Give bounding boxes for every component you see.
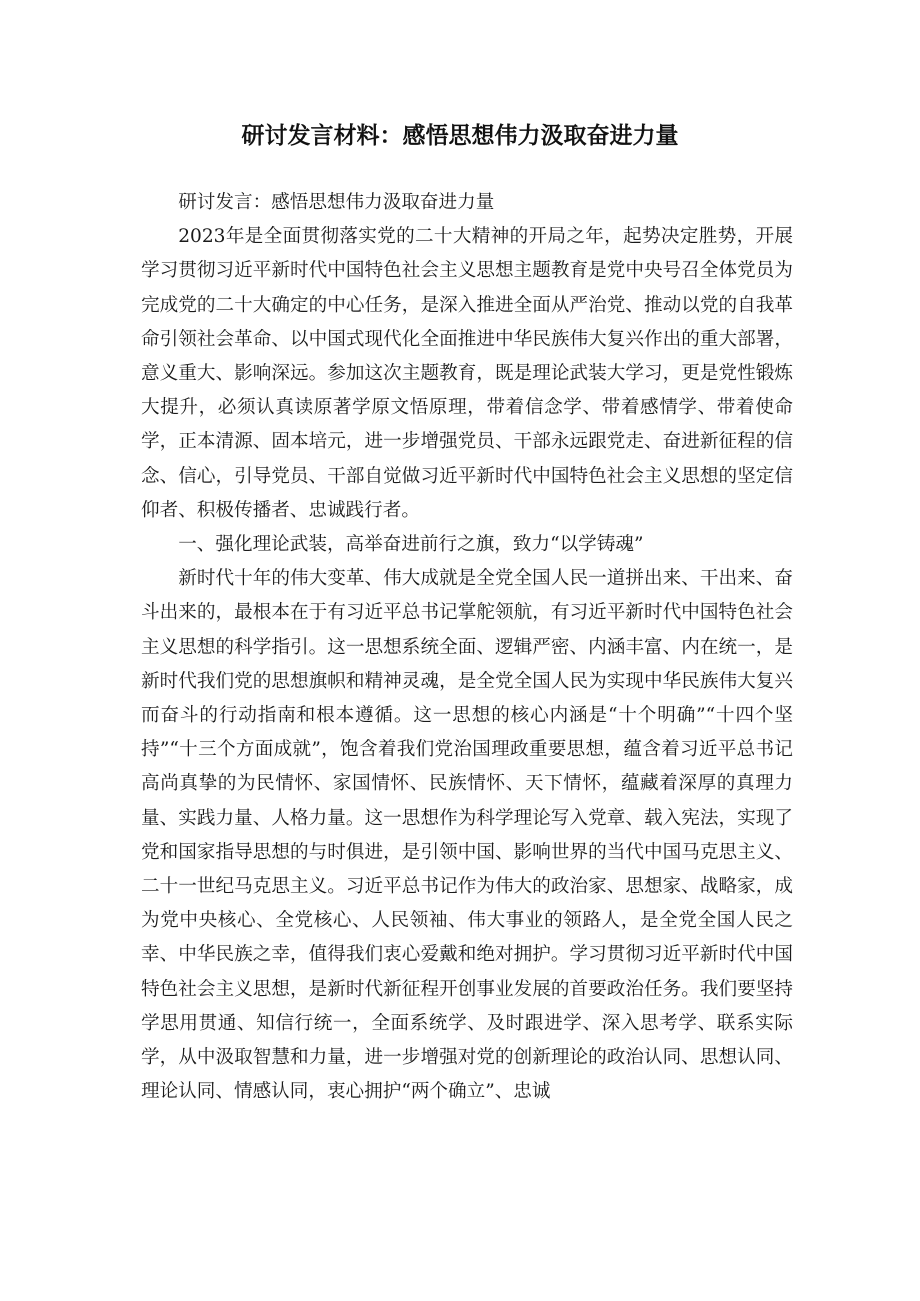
document-title: 研讨发言材料：感悟思想伟力汲取奋进力量 [241, 123, 679, 149]
paragraph-section-1: 新时代十年的伟大变革、伟大成就是全党全国人民一道拼出来、干出来、奋斗出来的，最根本在于有习近平总书记掌舵领航，有习近平新时代中国特色社会主义思想的科学指引。这一思想系统全面、逻辑严密、内涵丰富、内在统一，是新时代我们党的思想旗帜和精神灵魂，是全党全国人民为实现中华民族伟大复兴而奋斗的行动指南和根本遵循。这一思想的核心内涵是“十个明确”“十四个坚持”“十三个方面成就”，饱含着我们党治国理政重要思想，蕴含着习近平总书记高尚真挚的为民情怀、家国情怀、民族情怀、天下情怀，蕴藏着深厚的真理力量、实践力量、人格力量。这一思想作为科学理论写入党章、载入宪法，实现了党和国家指导思想的与时俱进，是引领中国、影响世界的当代中国马克思主义、二十一世纪马克思主义。习近平总书记作为伟大的政治家、思想家、战略家，成为党中央核心、全党核心、人民领袖、伟大事业的领路人，是全党全国人民之幸、中华民族之幸，值得我们衷心爱戴和绝对拥护。学习贯彻习近平新时代中国特色社会主义思想，是新时代新征程开创事业发展的首要政治任务。我们要坚持学思用贯通、知信行统一，全面系统学、及时跟进学、深入思考学、联系实际学，从中汲取智慧和力量，进一步增强对党的创新理论的政治认同、思想认同、理论认同、情感认同，衷心拥护“两个确立”、忠诚 [141, 568, 793, 1103]
paragraph-intro: 2023年是全面贯彻落实党的二十大精神的开局之年，起势决定胜势，开展学习贯彻习近平新时代中国特色社会主义思想主题教育是党中央号召全体党员为完成党的二十大确定的中心任务，是深入推进全面从严治党、推动以党的自我革命引领社会革命、以中国式现代化全面推进中华民族伟大复兴作出的重大部署，意义重大、影响深远。参加这次主题教育，既是理论武装大学习，更是党性锻炼大提升，必须认真读原著学原文悟原理，带着信念学、带着感情学、带着使命学，正本清源、固本培元，进一步增强党员、干部永远跟党走、奋进新征程的信念、信心，引导党员、干部自觉做习近平新时代中国特色社会主义思想的坚定信仰者、积极传播者、忠诚践行者。 [141, 226, 793, 521]
document-body [141, 186, 793, 1109]
section-heading-1: 一、强化理论武装，高举奋进前行之旗，致力“以学铸魂” [178, 534, 644, 556]
paragraph-subtitle: 研讨发言：感悟思想伟力汲取奋进力量 [178, 192, 495, 213]
